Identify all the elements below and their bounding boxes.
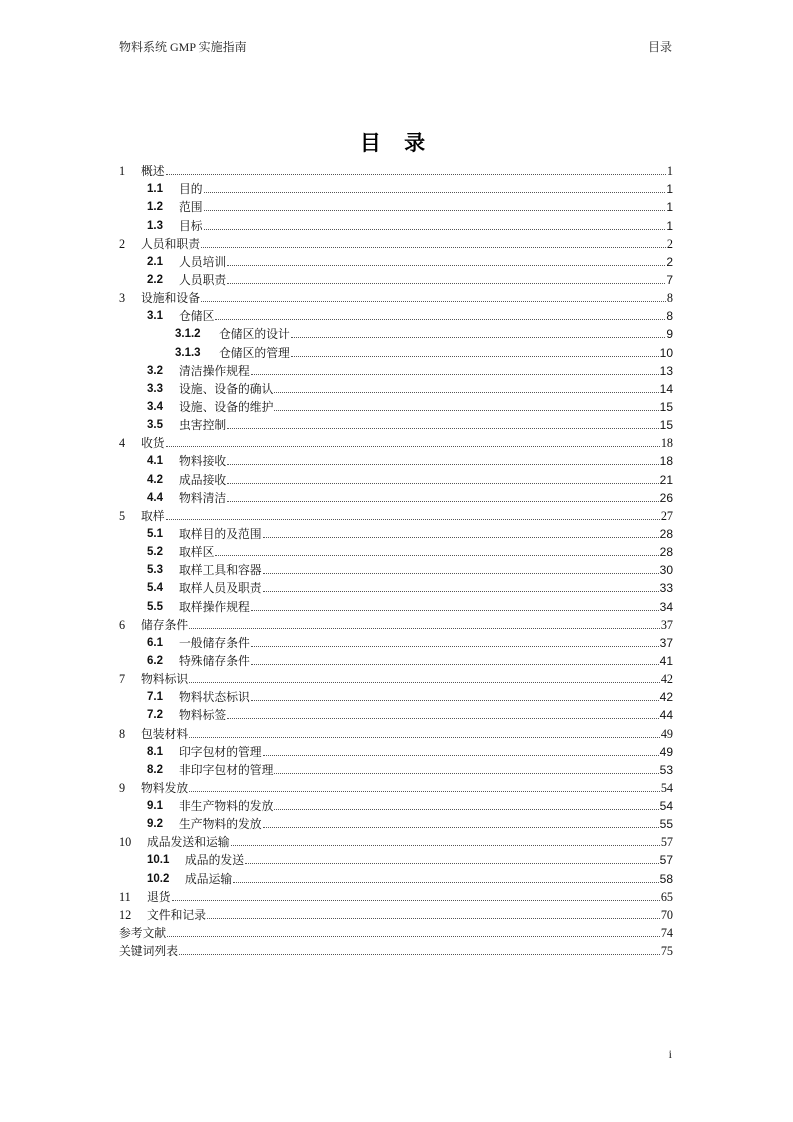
toc-entry[interactable]: [119, 615, 673, 633]
toc-entry-page: 49: [659, 744, 673, 759]
toc-entry[interactable]: [119, 687, 673, 705]
toc-entry[interactable]: [119, 215, 673, 233]
table-of-contents: [119, 161, 673, 959]
toc-dot-leader: [291, 355, 659, 357]
toc-entry-page: 8: [666, 309, 673, 324]
toc-entry-title: 取样工具和容器: [179, 563, 262, 578]
toc-dot-leader: [263, 826, 659, 828]
toc-entry-title: 成品接收: [179, 472, 227, 487]
toc-entry-number: 8.1: [147, 745, 163, 758]
toc-entry-title: 设施和设备: [141, 291, 200, 306]
toc-dot-leader: [189, 736, 660, 738]
toc-entry-title: 人员职责: [179, 272, 227, 287]
toc-entry-number: 4: [119, 436, 126, 451]
toc-dot-leader: [207, 917, 660, 919]
toc-entry-title: 非生产物料的发放: [179, 799, 274, 814]
toc-entry-title: 取样区: [179, 545, 215, 560]
toc-entry[interactable]: [119, 887, 673, 905]
toc-entry[interactable]: [119, 923, 673, 941]
toc-dot-leader: [251, 609, 659, 611]
toc-entry-number: 7.2: [147, 709, 163, 722]
toc-dot-leader: [172, 899, 660, 901]
toc-dot-leader: [251, 645, 659, 647]
toc-dot-leader: [274, 772, 658, 774]
toc-entry-title: 取样人员及职责: [179, 581, 262, 596]
toc-entry[interactable]: [119, 814, 673, 832]
toc-entry[interactable]: [119, 451, 673, 469]
toc-entry-number: 7.1: [147, 691, 163, 704]
toc-entry-page: 13: [659, 363, 673, 378]
toc-entry-number: 1.1: [147, 183, 163, 196]
toc-entry-title: 设施、设备的确认: [179, 381, 274, 396]
toc-entry-title: 成品发送和运输: [147, 835, 230, 850]
toc-entry-page: 70: [660, 907, 673, 922]
toc-entry-page: 42: [659, 690, 673, 705]
toc-dot-leader: [263, 590, 659, 592]
toc-entry-title: 人员和职责: [141, 236, 200, 251]
toc-entry-page: 53: [659, 762, 673, 777]
toc-entry-title: 清洁操作规程: [179, 363, 250, 378]
toc-entry-number: 5.4: [147, 582, 163, 595]
toc-entry[interactable]: [119, 578, 673, 596]
toc-entry-page: 1: [666, 200, 673, 215]
toc-entry[interactable]: [119, 850, 673, 868]
toc-entry-title: 虫害控制: [179, 418, 227, 433]
toc-entry-title: 成品的发送: [185, 853, 244, 868]
toc-dot-leader: [204, 228, 666, 230]
toc-entry-title: 文件和记录: [147, 907, 206, 922]
toc-entry[interactable]: [119, 270, 673, 288]
toc-entry-page: 14: [659, 381, 673, 396]
toc-entry[interactable]: [119, 560, 673, 578]
toc-dot-leader: [179, 953, 660, 955]
toc-entry-page: 37: [659, 635, 673, 650]
toc-entry-title: 包装材料: [141, 726, 189, 741]
toc-entry-number: 10.1: [147, 854, 170, 867]
toc-entry-page: 58: [659, 871, 673, 886]
toc-entry-page: 26: [659, 490, 673, 505]
toc-entry-page: 1: [666, 218, 673, 233]
toc-entry-title: 概述: [141, 164, 165, 179]
toc-entry-number: 1.3: [147, 219, 163, 232]
toc-entry-title: 退货: [147, 889, 171, 904]
toc-entry-page: 49: [660, 726, 673, 741]
toc-entry-number: 3.1.3: [175, 346, 201, 359]
toc-entry-number: 10.2: [147, 872, 170, 885]
toc-dot-leader: [263, 536, 659, 538]
toc-dot-leader: [263, 754, 659, 756]
toc-entry-number: 6.2: [147, 654, 163, 667]
toc-entry-page: 34: [659, 599, 673, 614]
toc-entry-title: 特殊储存条件: [179, 653, 250, 668]
toc-entry-page: 74: [660, 926, 673, 941]
toc-entry-page: 44: [659, 708, 673, 723]
toc-entry-page: 30: [659, 563, 673, 578]
toc-dot-leader: [245, 862, 659, 864]
toc-entry-number: 12: [119, 907, 132, 922]
toc-entry-title: 仓储区: [179, 309, 215, 324]
toc-dot-leader: [204, 191, 666, 193]
toc-entry-number: 9.2: [147, 818, 163, 831]
toc-dot-leader: [227, 264, 665, 266]
toc-entry-page: 10: [659, 345, 673, 360]
toc-entry-number: 10: [119, 835, 132, 850]
toc-entry-number: 3.1.2: [175, 328, 201, 341]
toc-dot-leader: [227, 463, 658, 465]
toc-entry-title: 印字包材的管理: [179, 744, 262, 759]
toc-entry-page: 21: [659, 472, 673, 487]
toc-entry[interactable]: [119, 234, 673, 252]
toc-entry-title: 物料发放: [141, 780, 189, 795]
toc-dot-leader: [189, 627, 660, 629]
toc-dot-leader: [227, 427, 658, 429]
toc-entry-number: 4.1: [147, 455, 163, 468]
toc-entry-title: 取样操作规程: [179, 599, 250, 614]
toc-dot-leader: [167, 935, 660, 937]
toc-entry-title: 设施、设备的维护: [179, 399, 274, 414]
toc-dot-leader: [189, 681, 660, 683]
toc-entry-title: 取样目的及范围: [179, 526, 262, 541]
toc-dot-leader: [204, 209, 666, 211]
toc-entry-page: 1: [666, 182, 673, 197]
toc-dot-leader: [251, 699, 659, 701]
toc-entry-page: 57: [659, 853, 673, 868]
toc-dot-leader: [274, 808, 658, 810]
toc-entry[interactable]: [119, 161, 673, 179]
toc-entry-number: 5.3: [147, 564, 163, 577]
toc-dot-leader: [201, 246, 666, 248]
toc-entry-number: 1: [119, 164, 126, 179]
toc-entry-title: 一般储存条件: [179, 635, 250, 650]
toc-entry-title: 取样: [141, 508, 165, 523]
toc-entry-page: 33: [659, 581, 673, 596]
toc-entry-page: 28: [659, 545, 673, 560]
page-number: i: [668, 1047, 672, 1061]
toc-entry-page: 54: [660, 780, 673, 795]
toc-entry-page: 8: [666, 291, 673, 306]
toc-dot-leader: [233, 881, 658, 883]
toc-entry-title: 物料标签: [179, 708, 227, 723]
toc-entry-number: 3: [119, 291, 126, 306]
toc-entry-number: 3.2: [147, 364, 163, 377]
toc-entry[interactable]: [119, 488, 673, 506]
toc-dot-leader: [166, 173, 666, 175]
toc-entry-page: 15: [659, 399, 673, 414]
toc-dot-leader: [263, 572, 659, 574]
toc-entry-title: 储存条件: [141, 617, 189, 632]
toc-entry-number: 3.3: [147, 382, 163, 395]
toc-dot-leader: [189, 790, 660, 792]
toc-entry-number: 5.2: [147, 546, 163, 559]
toc-entry[interactable]: [119, 796, 673, 814]
toc-dot-leader: [251, 373, 659, 375]
toc-entry-page: 55: [659, 817, 673, 832]
toc-entry-title: 物料标识: [141, 672, 189, 687]
toc-entry[interactable]: [119, 342, 673, 360]
toc-dot-leader: [291, 336, 666, 338]
toc-entry-title: 人员培训: [179, 254, 227, 269]
toc-entry-title: 非印字包材的管理: [179, 762, 274, 777]
toc-dot-leader: [201, 300, 666, 302]
toc-dot-leader: [166, 518, 660, 520]
toc-entry-page: 15: [659, 418, 673, 433]
running-header-title: 物料系统 GMP 实施指南: [119, 40, 247, 54]
toc-entry[interactable]: [119, 306, 673, 324]
toc-entry-page: 7: [666, 272, 673, 287]
toc-entry-number: 8.2: [147, 763, 163, 776]
toc-entry[interactable]: [119, 633, 673, 651]
toc-entry-number: 2.1: [147, 255, 163, 268]
toc-entry-title: 范围: [179, 200, 203, 215]
toc-entry-title: 收货: [141, 436, 165, 451]
toc-entry-page: 2: [666, 254, 673, 269]
toc-entry[interactable]: [119, 832, 673, 850]
toc-entry-title: 仓储区的设计: [219, 327, 290, 342]
toc-entry-number: 9: [119, 780, 126, 795]
toc-entry[interactable]: [119, 705, 673, 723]
toc-entry[interactable]: [119, 542, 673, 560]
toc-entry-number: 3.5: [147, 419, 163, 432]
toc-entry-page: 2: [666, 236, 673, 251]
toc-entry[interactable]: [119, 379, 673, 397]
toc-entry-number: 3.1: [147, 310, 163, 323]
toc-entry-title: 物料接收: [179, 454, 227, 469]
toc-entry-number: 2: [119, 236, 126, 251]
toc-entry-page: 41: [659, 653, 673, 668]
toc-entry-number: 11: [119, 889, 131, 904]
toc-entry-page: 65: [660, 889, 673, 904]
toc-entry[interactable]: [119, 179, 673, 197]
toc-entry[interactable]: [119, 905, 673, 923]
toc-entry[interactable]: [119, 324, 673, 342]
toc-entry-number: 7: [119, 672, 126, 687]
toc-entry[interactable]: [119, 397, 673, 415]
toc-entry-number: 5.5: [147, 600, 163, 613]
toc-entry-title: 物料清洁: [179, 490, 227, 505]
toc-entry-page: 1: [666, 164, 673, 179]
toc-entry-page: 9: [666, 327, 673, 342]
running-header-section: 目录: [647, 40, 672, 54]
toc-entry[interactable]: [119, 469, 673, 487]
toc-entry-title: 目的: [179, 182, 203, 197]
toc-entry-page: 18: [659, 454, 673, 469]
toc-entry-title: 生产物料的发放: [179, 817, 262, 832]
toc-dot-leader: [215, 554, 658, 556]
toc-entry-title: 目标: [179, 218, 203, 233]
toc-dot-leader: [274, 409, 658, 411]
toc-entry[interactable]: [119, 506, 673, 524]
toc-entry[interactable]: [119, 868, 673, 886]
toc-entry-title: 参考文献: [119, 926, 167, 941]
toc-entry-number: 6: [119, 617, 126, 632]
toc-entry-page: 37: [660, 617, 673, 632]
toc-dot-leader: [251, 663, 659, 665]
toc-entry[interactable]: [119, 778, 673, 796]
toc-entry-page: 18: [660, 436, 673, 451]
toc-entry-number: 8: [119, 726, 126, 741]
toc-entry-number: 6.1: [147, 636, 163, 649]
toc-entry-page: 57: [660, 835, 673, 850]
toc-entry-page: 54: [659, 799, 673, 814]
toc-entry[interactable]: [119, 252, 673, 270]
toc-entry-page: 75: [660, 944, 673, 959]
toc-dot-leader: [215, 318, 665, 320]
toc-entry-title: 成品运输: [185, 871, 233, 886]
toc-entry[interactable]: [119, 433, 673, 451]
toc-entry-number: 2.2: [147, 273, 163, 286]
toc-entry[interactable]: [119, 524, 673, 542]
toc-entry[interactable]: [119, 723, 673, 741]
toc-entry[interactable]: [119, 760, 673, 778]
toc-dot-leader: [274, 391, 658, 393]
toc-entry[interactable]: [119, 596, 673, 614]
toc-entry[interactable]: [119, 288, 673, 306]
toc-entry-title: 关键词列表: [119, 944, 178, 959]
toc-dot-leader: [227, 282, 665, 284]
toc-entry-number: 9.1: [147, 800, 163, 813]
toc-entry[interactable]: [119, 361, 673, 379]
toc-entry-page: 28: [659, 526, 673, 541]
toc-entry[interactable]: [119, 941, 673, 959]
toc-entry-number: 1.2: [147, 201, 163, 214]
toc-entry-number: 4.2: [147, 473, 163, 486]
toc-entry-title: 仓储区的管理: [219, 345, 290, 360]
toc-entry-number: 3.4: [147, 400, 163, 413]
toc-entry-number: 4.4: [147, 491, 163, 504]
toc-entry-page: 27: [660, 508, 673, 523]
page-title: 目 录: [359, 131, 434, 155]
toc-entry-number: 5: [119, 508, 126, 523]
toc-dot-leader: [227, 717, 658, 719]
toc-entry[interactable]: [119, 669, 673, 687]
toc-dot-leader: [227, 500, 658, 502]
toc-dot-leader: [166, 445, 660, 447]
toc-dot-leader: [227, 482, 658, 484]
toc-entry[interactable]: [119, 651, 673, 669]
toc-entry-title: 物料状态标识: [179, 690, 250, 705]
toc-entry-page: 42: [660, 672, 673, 687]
toc-dot-leader: [231, 844, 660, 846]
toc-entry-number: 5.1: [147, 527, 163, 540]
toc-entry[interactable]: [119, 197, 673, 215]
toc-entry[interactable]: [119, 415, 673, 433]
toc-entry[interactable]: [119, 742, 673, 760]
